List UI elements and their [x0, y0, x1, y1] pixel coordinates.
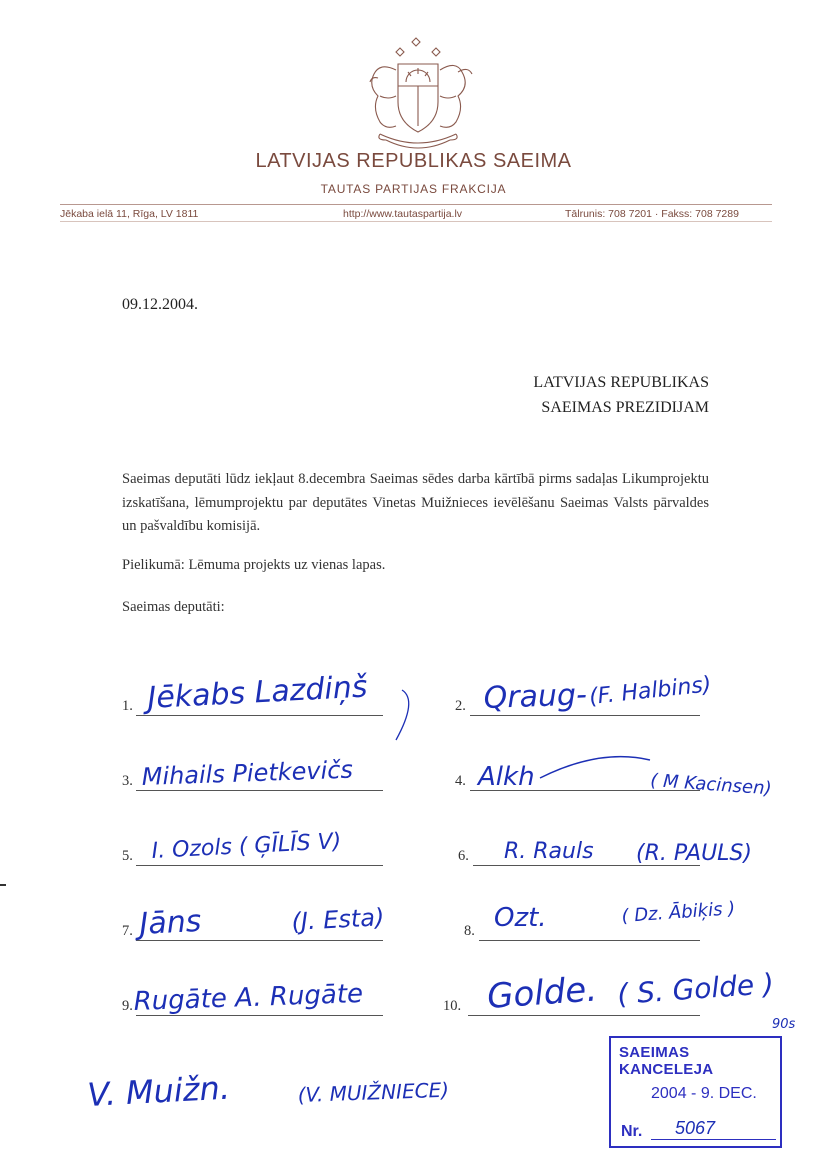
- signature-10-name: ( S. Golde ): [616, 967, 775, 1011]
- signature-3: Mihails Pietkevičs: [141, 755, 354, 791]
- letter-body: Saeimas deputāti lūdz iekļaut 8.decembra Saeimas sēdes darba kārtībā pirms sadaļas Likumprojektu izskatīšana, lēmumprojektu par deputātes Vinetas Muižnieces ievēlēšanu Saeimas Valsts pārvaldes un pašvaldību komisijā.: [122, 471, 709, 534]
- slot-number-2: 2.: [455, 698, 466, 714]
- stamp-number: 5067: [675, 1118, 716, 1138]
- hole-punch-mark: [0, 884, 6, 886]
- slot-number-4: 4.: [455, 773, 466, 789]
- signature-2-name: (F. Halbins): [588, 672, 713, 710]
- signature-4-name: ( M Kacinsen): [649, 770, 773, 800]
- stamp-date: 2004 - 9. DEC.: [651, 1085, 757, 1102]
- signature-8-name: ( Dz. Ābiķis ): [620, 898, 736, 927]
- slot-number-3: 3.: [122, 773, 133, 789]
- letterhead-address: Jēkaba ielā 11, Rīga, LV 1811: [60, 208, 199, 220]
- slot-number-10: 10.: [443, 998, 462, 1014]
- extra-signature-name: (V. MUIŽNIECE): [297, 1077, 450, 1107]
- slot-number-5: 5.: [122, 848, 133, 864]
- deputies-label: Saeimas deputāti:: [122, 599, 225, 615]
- recipient-line-1: LATVIJAS REPUBLIKAS: [533, 374, 709, 391]
- letterhead-website: http://www.tautaspartija.lv: [343, 208, 463, 220]
- signature-4: Alkh: [478, 762, 535, 792]
- slot-number-8: 8.: [464, 923, 475, 939]
- letterhead-phone-fax: Tālrunis: 708 7201 · Fakss: 708 7289: [565, 208, 739, 220]
- recipient-line-2: SAEIMAS PREZIDIJAM: [541, 399, 709, 416]
- extra-signature: V. Muižn.: [86, 1068, 231, 1114]
- signature-7: Jāns: [138, 903, 203, 942]
- letterhead-subtitle: TAUTAS PARTIJAS FRAKCIJA: [320, 182, 507, 196]
- signature-6-name: (R. PAULS): [636, 841, 752, 866]
- slot-number-7: 7.: [122, 923, 133, 939]
- slot-number-1: 1.: [122, 698, 133, 714]
- signature-8: Ozt.: [494, 903, 547, 933]
- letterhead-title: LATVIJAS REPUBLIKAS SAEIMA: [255, 150, 572, 172]
- stamp-nr-label: Nr.: [621, 1123, 643, 1140]
- letter-date: 09.12.2004.: [122, 296, 198, 313]
- margin-note: 90s: [772, 1017, 796, 1032]
- signature-5: I. Ozols ( ĢĪLĪS V): [151, 829, 342, 864]
- signature-2: Qraug-: [483, 677, 588, 716]
- signature-1: Jēkabs Lazdiņš: [146, 669, 369, 716]
- attachment-note: Pielikumā: Lēmuma projekts uz vienas lapas.: [122, 557, 386, 573]
- stamp-title: SAEIMAS KANCELEJA: [619, 1044, 714, 1078]
- signature-7-name: (J. Esta): [290, 903, 386, 936]
- stamp-number-line: [651, 1139, 776, 1140]
- registry-stamp: [609, 1036, 782, 1148]
- signature-10: Golde.: [485, 969, 599, 1017]
- signature-6: R. Rauls: [504, 839, 594, 864]
- signature-9: Rugāte A. Rugāte: [133, 979, 364, 1017]
- slot-number-6: 6.: [458, 848, 469, 864]
- slot-number-9: 9.: [122, 998, 133, 1014]
